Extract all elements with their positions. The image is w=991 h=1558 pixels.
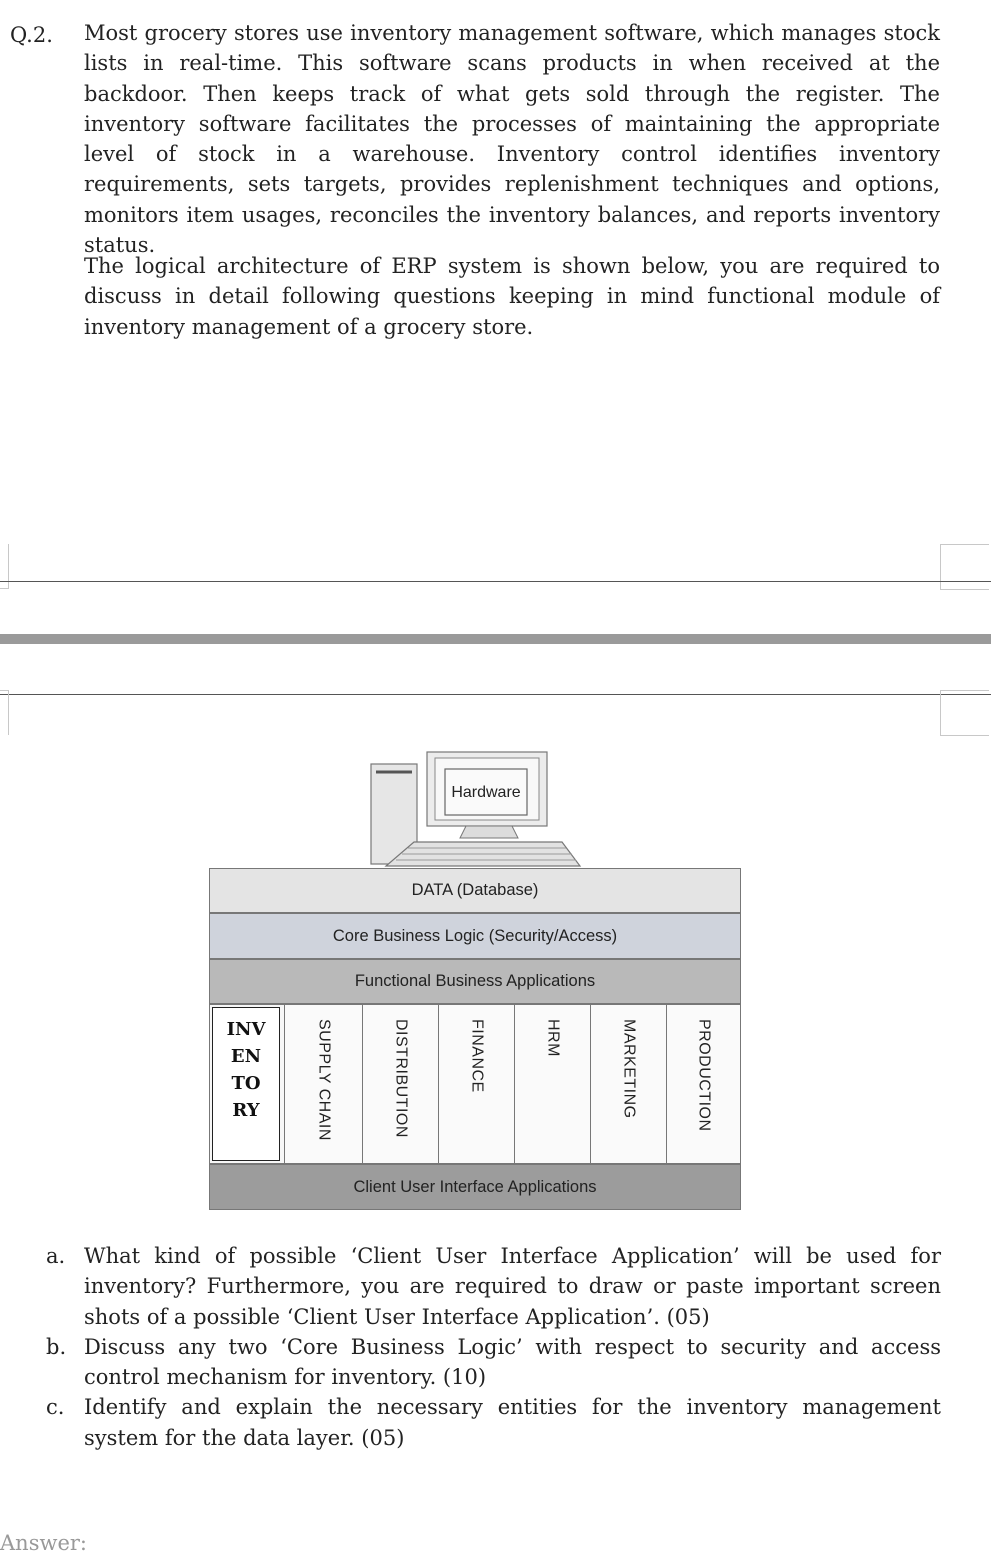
- inventory-line: INV: [226, 1019, 266, 1040]
- module-label: MARKETING: [620, 1019, 638, 1119]
- sub-question-label: b.: [46, 1334, 67, 1359]
- module-label: SUPPLY CHAIN: [315, 1019, 333, 1141]
- sub-question-label: a.: [46, 1244, 66, 1268]
- module-hrm: [514, 1005, 590, 1163]
- module-label: HRM: [544, 1019, 562, 1057]
- sub-question-text: Discuss any two ‘Core Business Logic’ with respect to security and access control mechanism for inventory. (10): [84, 1334, 941, 1390]
- module-label: DISTRIBUTION: [392, 1019, 410, 1138]
- question-paragraph-2: The logical architecture of ERP system is shown below, you are required to discuss in detail following questions keeping in mind functional module of inventory management of a grocery store.: [84, 254, 940, 339]
- answer-heading: Answer:: [0, 1531, 87, 1555]
- functional-modules: [209, 1004, 741, 1164]
- module-label: PRODUCTION: [695, 1019, 713, 1132]
- module-label: FINANCE: [468, 1019, 486, 1093]
- core-business-logic-layer: Core Business Logic (Security/Access): [209, 913, 741, 959]
- sub-question-text: What kind of possible ‘Client User Interface Application’ will be used for inventory? Furthermore, you are required to draw or paste important screen shots of a possible ‘Client User Interface Application’. (05): [84, 1244, 941, 1329]
- functional-applications-layer: Functional Business Applications: [209, 959, 741, 1004]
- hardware-label: Hardware: [451, 784, 521, 801]
- sub-question: [46, 1332, 941, 1393]
- sub-question: [46, 1241, 941, 1332]
- module-production: [666, 1005, 740, 1163]
- sub-question-list: [46, 1241, 941, 1453]
- inventory-line: TO: [231, 1073, 261, 1094]
- inventory-line: EN: [230, 1046, 262, 1067]
- module-marketing: [590, 1005, 666, 1163]
- sub-question-label: c.: [46, 1395, 65, 1420]
- inventory-line: RY: [232, 1100, 260, 1121]
- data-layer: DATA (Database): [209, 868, 741, 913]
- question-number: Q.2.: [10, 23, 53, 47]
- sub-question: [46, 1392, 941, 1453]
- module-distribution: [362, 1005, 438, 1163]
- module-finance: [438, 1005, 514, 1163]
- inventory-module: [212, 1007, 280, 1161]
- sub-question-text: Identify and explain the necessary entities for the inventory management system for the data layer. (05): [84, 1395, 941, 1450]
- question-paragraph-1: Most grocery stores use inventory management software, which manages stock lists in real-time. This software scans products in when received at the backdoor. Then keeps track of what gets sold through the register. The inventory software facilitates the processes of maintaining the appropriate level of stock in a warehouse. Inventory control identifies inventory requirements, sets targets, provides replenishment techniques and options, monitors item usages, reconciles the inventory balances, and reports inventory status.: [84, 21, 940, 258]
- module-supply-chain: [284, 1005, 362, 1163]
- client-ui-layer: Client User Interface Applications: [209, 1164, 741, 1210]
